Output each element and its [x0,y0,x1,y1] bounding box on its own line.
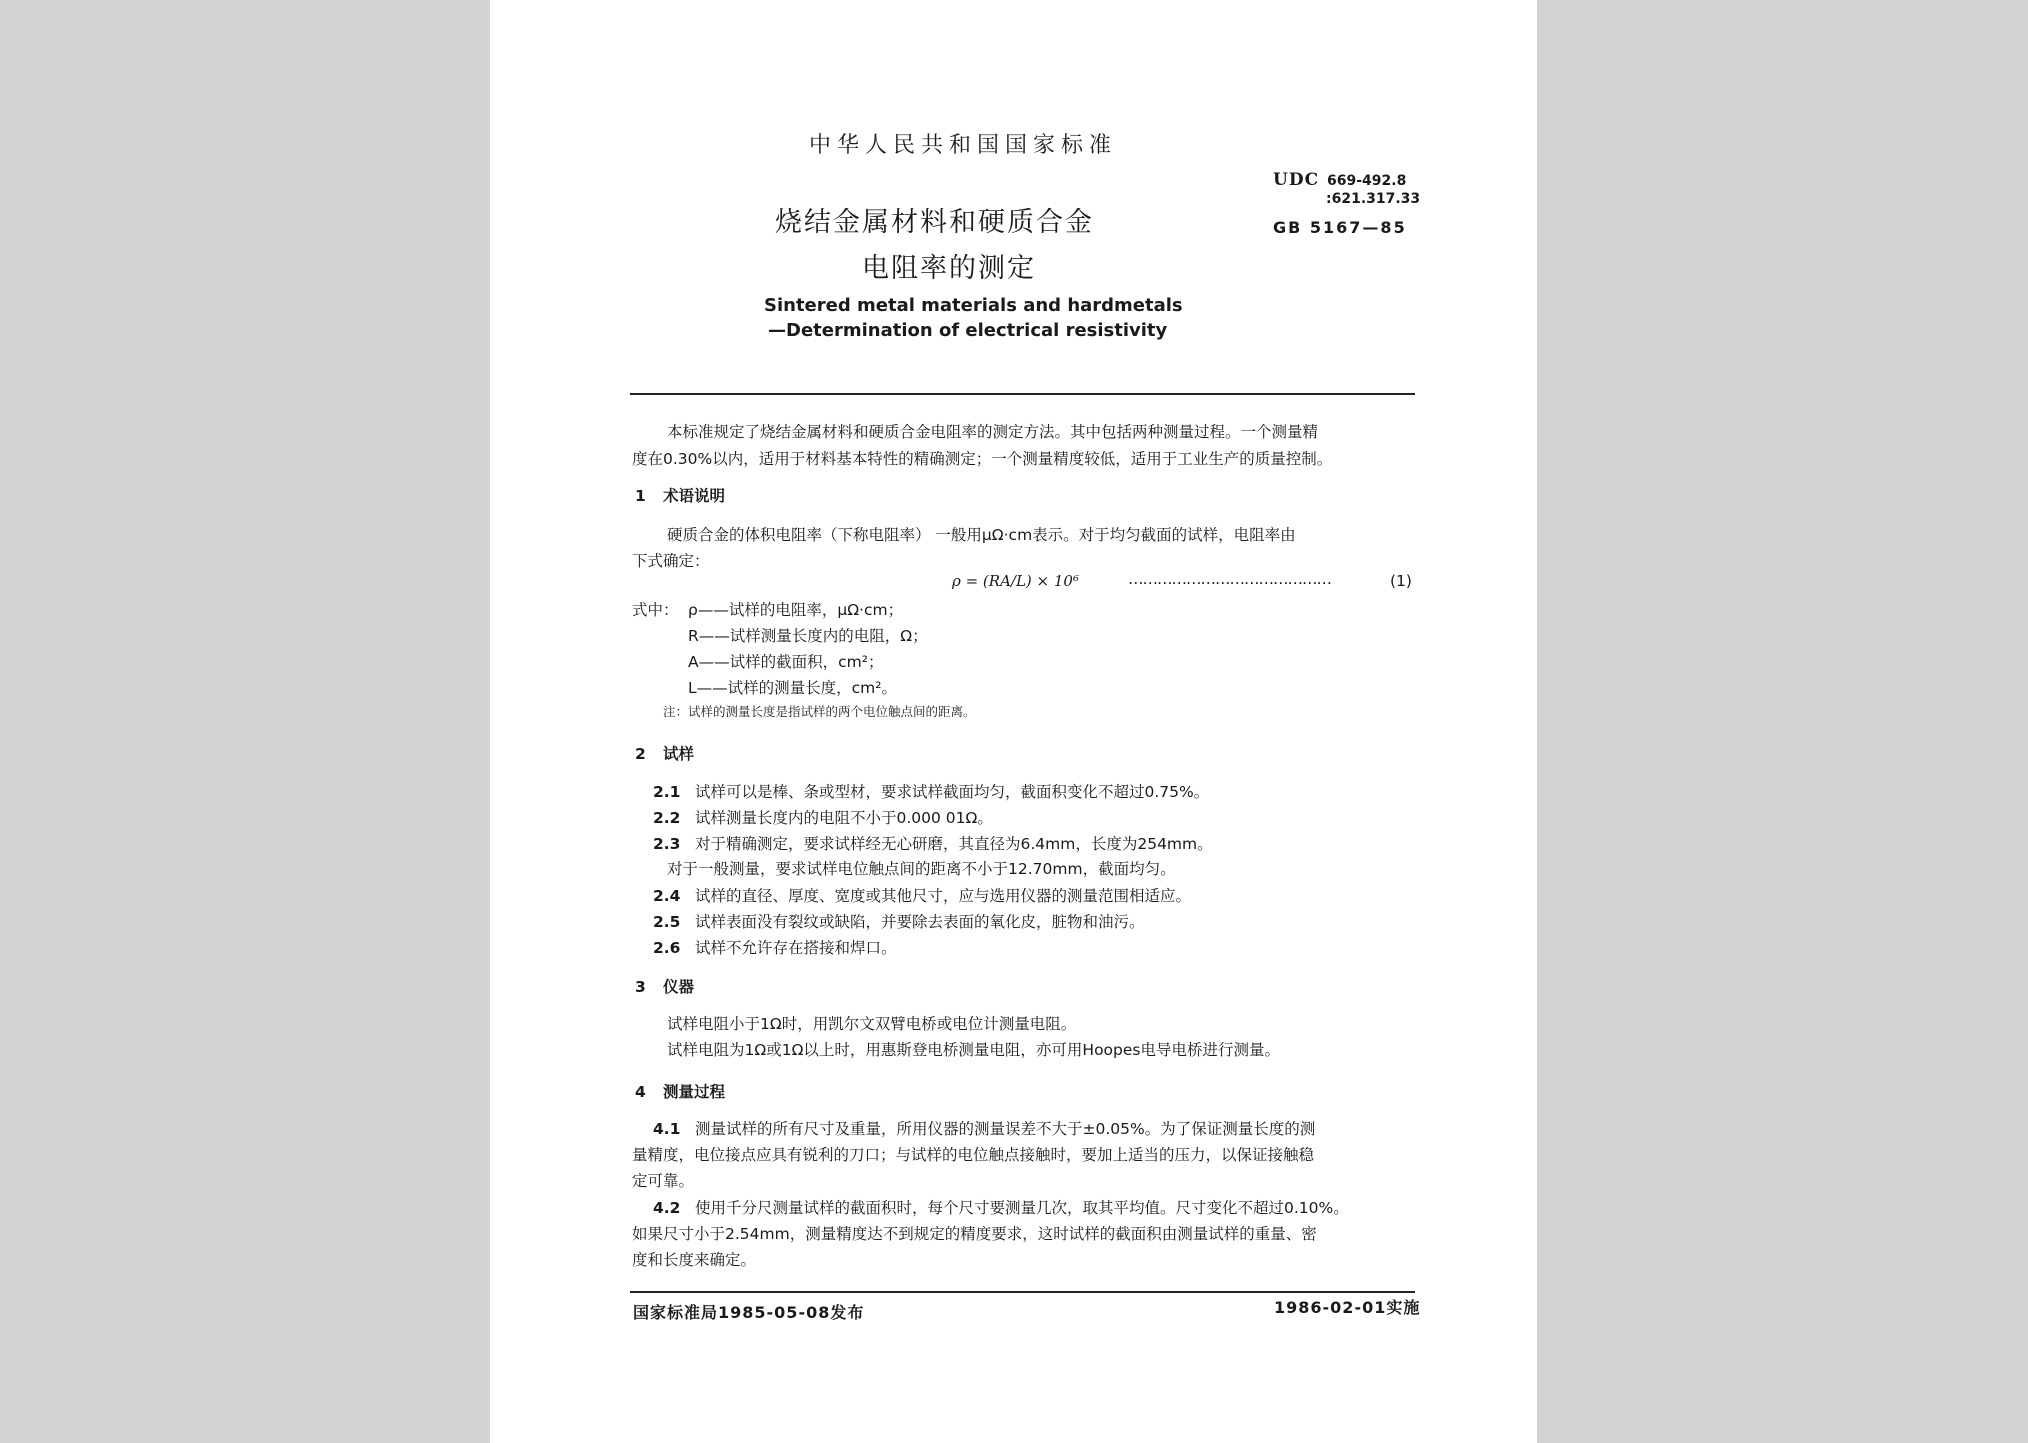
clause-4-1-line2: 量精度，电位接点应具有锐利的刀口；与试样的电位触点接触时，要加上适当的压力，以保证接触稳 [632,1146,1315,1164]
document-page [490,0,1537,1443]
definition-r: R——试样测量长度内的电阻，Ω； [688,627,928,645]
udc-code-line1: 669-492.8 [1327,173,1407,189]
definition-rho: ρ——试样的电阻率，μΩ·cm； [688,601,904,619]
clause-text: 试样可以是棒、条或型材，要求试样截面均匀，截面积变化不超过0.75%。 [695,783,1210,801]
clause-4-1-line3: 定可靠。 [632,1172,695,1190]
section-4-heading [635,1080,725,1102]
intro-line2: 度在0.30%以内，适用于材料基本特性的精确测定；一个测量精度较低，适用于工业生产的质量控制。 [632,450,1333,468]
clause-2-6 [653,936,897,958]
section-title: 测量过程 [663,1083,726,1101]
resistivity-formula: ρ = (RA/L) × 10⁶ [952,572,1079,590]
title-cn-line2: 电阻率的测定 [862,253,1036,284]
clause-2-3 [653,832,1213,854]
clause-text: 使用千分尺测量试样的截面积时，每个尺寸要测量几次，取其平均值。尺寸变化不超过0.10%。 [695,1199,1349,1217]
formula-number: (1) [1390,572,1412,590]
title-en-line2: —Determination of electrical resistivity [768,320,1168,341]
udc-code-line2: :621.317.33 [1326,191,1421,207]
clause-text: 试样的直径、厚度、宽度或其他尺寸，应与选用仪器的测量范围相适应。 [695,887,1192,905]
section-title: 试样 [663,745,695,763]
section-1-para-line1: 硬质合金的体积电阻率（下称电阻率） 一般用μΩ·cm表示。对于均匀截面的试样，电阻率由 [667,526,1296,544]
section-number: 1 [635,487,646,505]
title-en-line1: Sintered metal materials and hardmetals [764,295,1183,316]
section-title: 术语说明 [663,487,726,505]
clause-text: 试样测量长度内的电阻不小于0.000 01Ω。 [695,809,993,827]
clause-4-2-line2: 如果尺寸小于2.54mm，测量精度达不到规定的精度要求，这时试样的截面积由测量试样的重量、密 [632,1225,1317,1243]
where-label: 式中： [632,601,679,619]
clause-text: 试样不允许存在搭接和焊口。 [695,939,897,957]
section-1-para-line2: 下式确定： [632,552,710,570]
section-2-heading [635,742,694,764]
clause-number: 2.2 [653,809,681,827]
clause-text: 试样表面没有裂纹或缺陷，并要除去表面的氧化皮，脏物和油污。 [695,913,1145,931]
clause-4-2-line3: 度和长度来确定。 [632,1251,757,1269]
header-divider [630,393,1415,395]
clause-number: 2.5 [653,913,681,931]
clause-2-1 [653,780,1209,802]
clause-number: 2.1 [653,783,681,801]
definition-l: L——试样的测量长度，cm²。 [688,679,897,697]
standard-category: 中华人民共和国国家标准 [809,133,1118,158]
section-3-line2: 试样电阻为1Ω或1Ω以上时，用惠斯登电桥测量电阻，亦可用Hoopes电导电桥进行测量。 [667,1041,1280,1059]
clause-4-1-line1 [653,1117,1315,1139]
section-3-heading [635,975,694,997]
clause-2-4 [653,884,1191,906]
section-3-line1: 试样电阻小于1Ω时，用凯尔文双臂电桥或电位计测量电阻。 [667,1015,1077,1033]
section-number: 2 [635,745,646,763]
intro-line1: 本标准规定了烧结金属材料和硬质合金电阻率的测定方法。其中包括两种测量过程。一个测量精 [667,423,1319,441]
footer-divider [630,1291,1415,1293]
clause-number: 2.3 [653,835,681,853]
title-cn-line1: 烧结金属材料和硬质合金 [775,207,1094,238]
udc-label: UDC [1273,170,1320,190]
clause-number: 2.4 [653,887,681,905]
effective-date: 1986-02-01实施 [1274,1298,1421,1317]
definition-a: A——试样的截面积，cm²； [688,653,884,671]
clause-4-2-line1 [653,1196,1349,1218]
issue-date: 国家标准局1985-05-08发布 [633,1303,865,1322]
clause-2-3-continued: 对于一般测量，要求试样电位触点间的距离不小于12.70mm，截面均匀。 [667,860,1176,878]
clause-number: 4.2 [653,1199,681,1217]
note: 注：试样的测量长度是指试样的两个电位触点间的距离。 [663,704,976,719]
section-title: 仪器 [663,978,695,996]
section-number: 3 [635,978,646,996]
clause-number: 2.6 [653,939,681,957]
section-number: 4 [635,1083,646,1101]
gb-code: GB 5167—85 [1273,218,1407,237]
clause-text: 对于精确测定，要求试样经无心研磨，其直径为6.4mm，长度为254mm。 [695,835,1213,853]
clause-2-5 [653,910,1145,932]
clause-text: 测量试样的所有尺寸及重量，所用仪器的测量误差不大于±0.05%。为了保证测量长度的测 [695,1120,1316,1138]
clause-2-2 [653,806,993,828]
formula-leader-dots: …………………………………… [1128,570,1331,588]
section-1-heading [635,484,725,506]
clause-number: 4.1 [653,1120,681,1138]
